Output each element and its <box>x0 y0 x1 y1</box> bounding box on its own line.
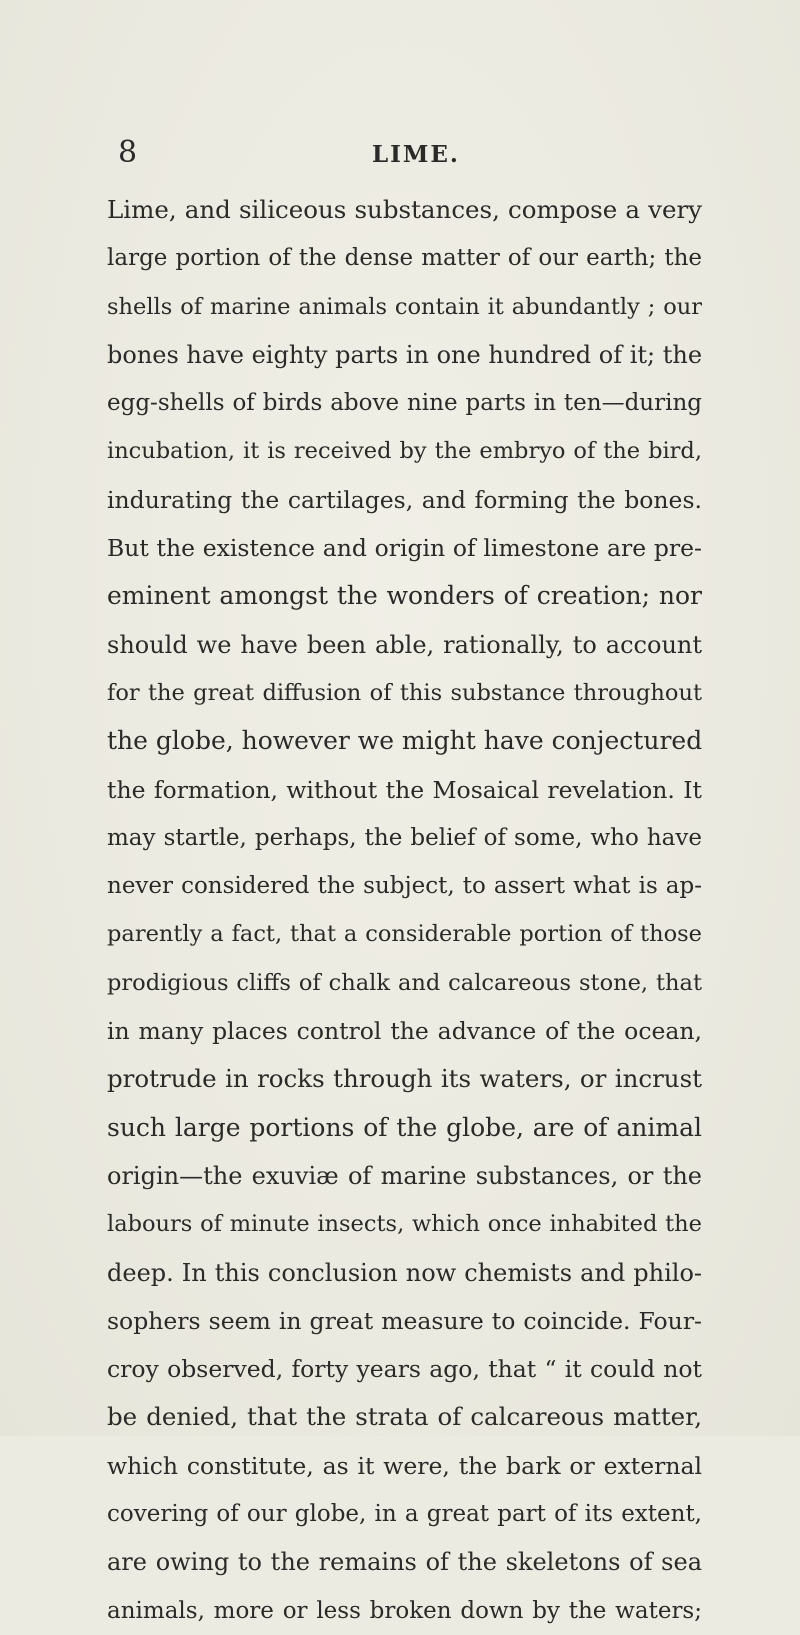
text-line: the globe, however we might have conjectured <box>107 726 703 756</box>
page-header <box>0 133 800 173</box>
text-line: protrude in rocks through its waters, or incrust <box>107 1064 702 1094</box>
text-line: Lime, and siliceous substances, compose a very <box>107 195 702 224</box>
text-line: covering of our globe, in a great part of its extent, <box>107 1501 702 1528</box>
text-line: labours of minute insects, which once inhabited the <box>107 1211 702 1238</box>
text-line: croy observed, forty years ago, that “ it could not <box>107 1355 702 1384</box>
text-line: never considered the subject, to assert what is ap- <box>107 873 702 900</box>
text-line: such large portions of the globe, are of animal <box>107 1112 702 1142</box>
text-line: bones have eighty parts in one hundred of it; the <box>107 340 703 369</box>
text-line: which constitute, as it were, the bark or external <box>107 1451 702 1480</box>
body-paragraph <box>107 186 702 1635</box>
text-line: But the existence and origin of limestone are pre- <box>107 534 702 563</box>
text-line: for the great diffusion of this substance throughout <box>107 679 702 706</box>
text-line: are owing to the remains of the skeletons of sea <box>107 1548 702 1577</box>
text-line: parently a fact, that a considerable portion of those <box>107 921 702 948</box>
running-title: LIME. <box>372 141 460 168</box>
text-line: large portion of the dense matter of our earth; the <box>107 245 702 272</box>
text-line: may startle, perhaps, the belief of some, who have <box>107 824 702 851</box>
text-line: be denied, that the strata of calcareous matter, <box>107 1402 702 1432</box>
text-line: sophers seem in great measure to coincide. Four- <box>107 1306 702 1335</box>
text-line: the formation, without the Mosaical revelation. It <box>107 775 702 804</box>
text-line: shells of marine animals contain it abundantly ; our <box>107 293 702 320</box>
text-line: eminent amongst the wonders of creation; nor <box>107 581 702 611</box>
page-number: 8 <box>118 135 138 170</box>
text-line: indurating the cartilages, and forming the bones. <box>107 485 702 514</box>
text-line: should we have been able, rationally, to account <box>107 630 702 659</box>
text-line: in many places control the advance of the ocean, <box>107 1017 702 1046</box>
text-line: egg-shells of birds above nine parts in ten—during <box>107 390 702 417</box>
text-line: prodigious cliffs of chalk and calcareous stone, that <box>107 969 702 996</box>
text-line: deep. In this conclusion now chemists and philo- <box>107 1258 702 1287</box>
text-line: animals, more or less broken down by the waters; <box>107 1597 702 1624</box>
text-line: incubation, it is received by the embryo of the bird, <box>107 438 702 465</box>
text-line: origin—the exuviæ of marine substances, or the <box>107 1161 702 1190</box>
